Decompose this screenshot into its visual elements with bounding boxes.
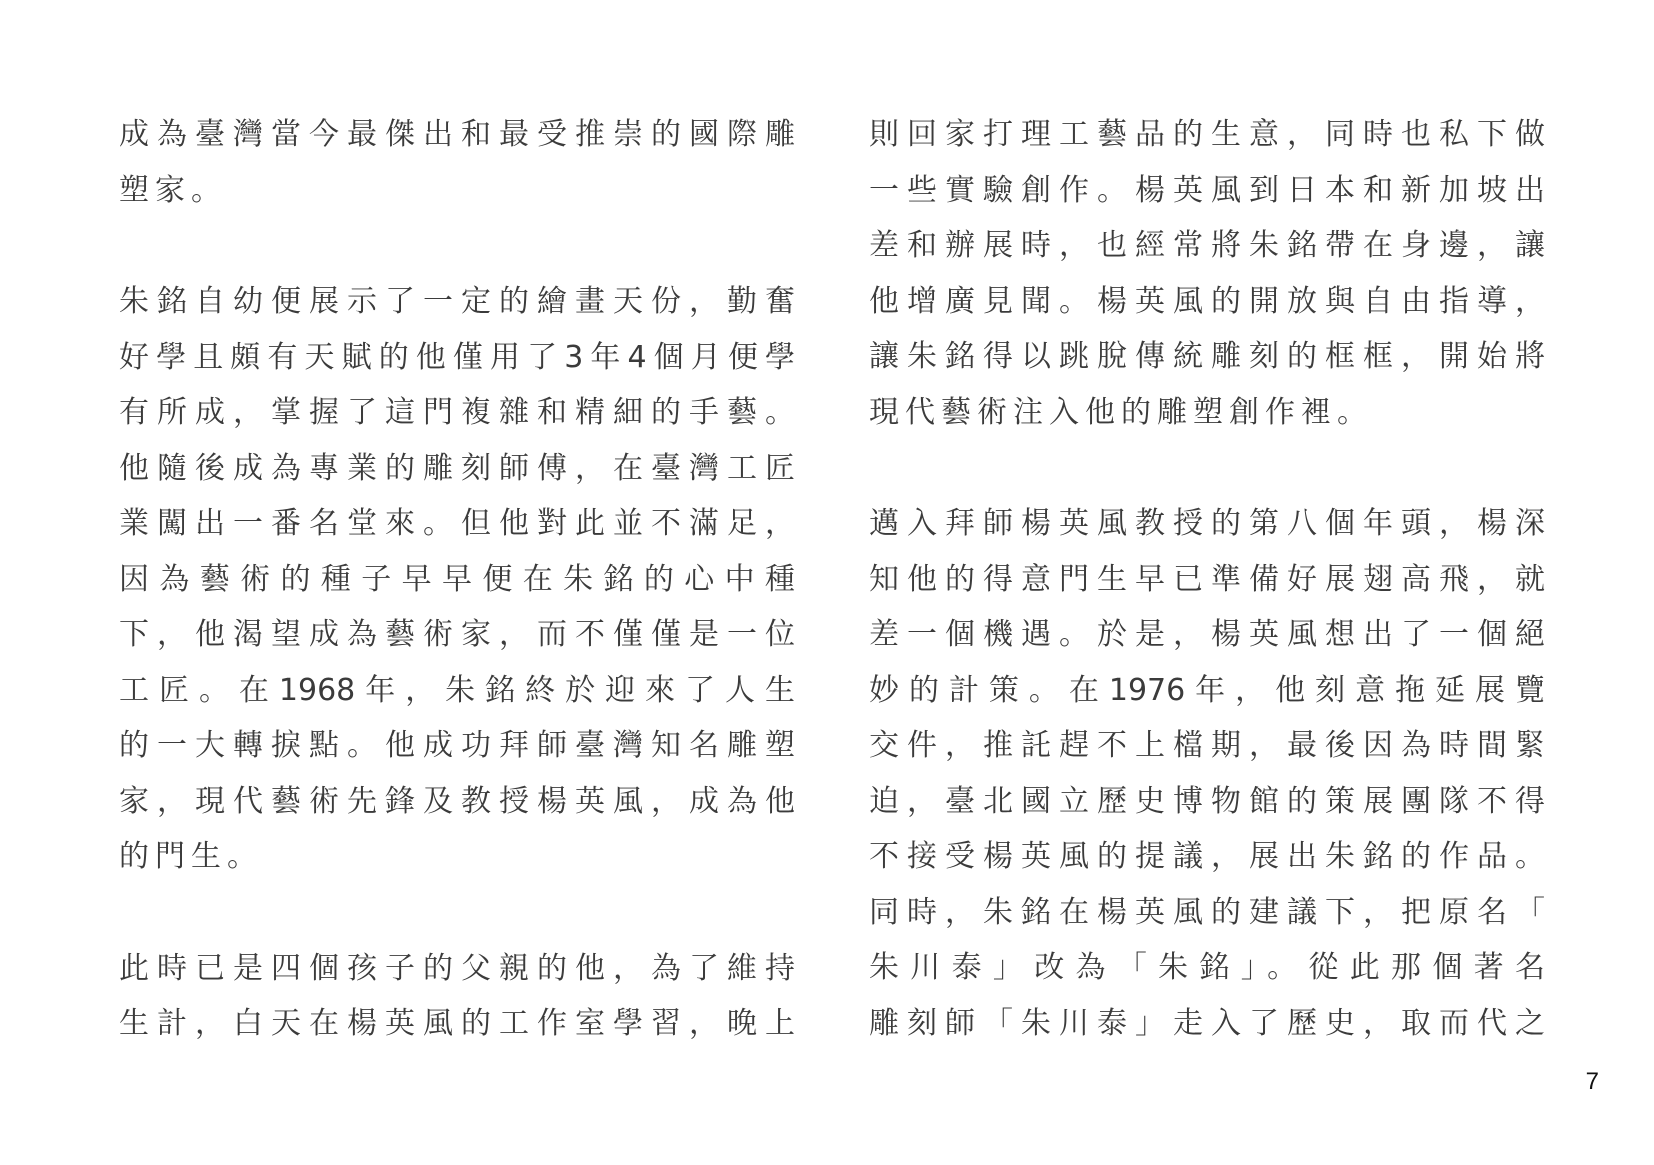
paragraph (869, 496, 1545, 1051)
text-line: 他增廣見聞。楊英風的開放與自由指導， (869, 283, 1545, 319)
text-line: 邁入拜師楊英風教授的第八個年頭，楊深 (869, 506, 1545, 541)
text-line: 讓朱銘得以跳脫傳統雕刻的框框，開始將 (869, 339, 1545, 374)
text-line: 差一個機遇。於是，楊英風想出了一個絕 (869, 617, 1545, 652)
text-line: 成為臺灣當今最傑出和最受推崇的國際雕 (119, 117, 795, 152)
text-line: 工匠。在1968年，朱銘終於迎來了人生 (119, 672, 795, 708)
text-line: 不接受楊英風的提議，展出朱銘的作品。 (869, 839, 1545, 874)
text-line: 妙的計策。在1976年，他刻意拖延展覽 (869, 672, 1545, 708)
right-text-column (869, 107, 1545, 1107)
text-line: 則回家打理工藝品的生意，同時也私下做 (869, 117, 1545, 152)
text-line: 知他的得意門生早已準備好展翅高飛，就 (869, 561, 1545, 597)
paragraph (119, 107, 795, 218)
left-text-column (119, 107, 795, 1108)
text-line: 的一大轉捩點。他成功拜師臺灣知名雕塑 (119, 728, 795, 763)
text-line: 交件，推託趕不上檔期，最後因為時間緊 (869, 728, 1545, 763)
text-line: 迫，臺北國立歷史博物館的策展團隊不得 (869, 783, 1545, 819)
paragraph (119, 274, 795, 885)
text-line: 此時已是四個孩子的父親的他，為了維持 (119, 950, 795, 986)
text-line: 雕刻師「朱川泰」走入了歷史，取而代之 (869, 1005, 1545, 1041)
text-line: 朱銘自幼便展示了一定的繪畫天份，勤奮 (119, 284, 795, 319)
text-line: 下，他渴望成為藝術家，而不僅僅是一位 (119, 617, 795, 652)
paragraph (119, 941, 795, 1052)
text-line: 有所成，掌握了這門複雜和精細的手藝。 (119, 395, 795, 430)
text-line: 因為藝術的種子早早便在朱銘的心中種 (119, 561, 795, 597)
text-line: 的門生。 (119, 839, 263, 874)
text-line: 家，現代藝術先鋒及教授楊英風，成為他 (119, 783, 795, 819)
paragraph (869, 107, 1545, 440)
text-line: 一些實驗創作。楊英風到日本和新加坡出 (869, 172, 1545, 208)
text-line: 塑家。 (119, 172, 227, 208)
text-line: 他隨後成為專業的雕刻師傅，在臺灣工匠 (119, 450, 795, 486)
text-line: 業闖出一番名堂來。但他對此並不滿足， (119, 506, 795, 541)
text-line: 現代藝術注入他的雕塑創作裡。 (869, 394, 1373, 430)
text-line: 同時，朱銘在楊英風的建議下，把原名「 (869, 894, 1545, 930)
text-line: 差和辦展時，也經常將朱銘帶在身邊，讓 (869, 228, 1545, 263)
page-number: 7 (1585, 1068, 1599, 1095)
text-line: 生計，白天在楊英風的工作室學習，晚上 (119, 1006, 795, 1041)
text-line: 朱川泰」改為「朱銘」。從此那個著名 (869, 950, 1545, 985)
text-line: 好學且頗有天賦的他僅用了3年4個月便學 (119, 339, 795, 375)
